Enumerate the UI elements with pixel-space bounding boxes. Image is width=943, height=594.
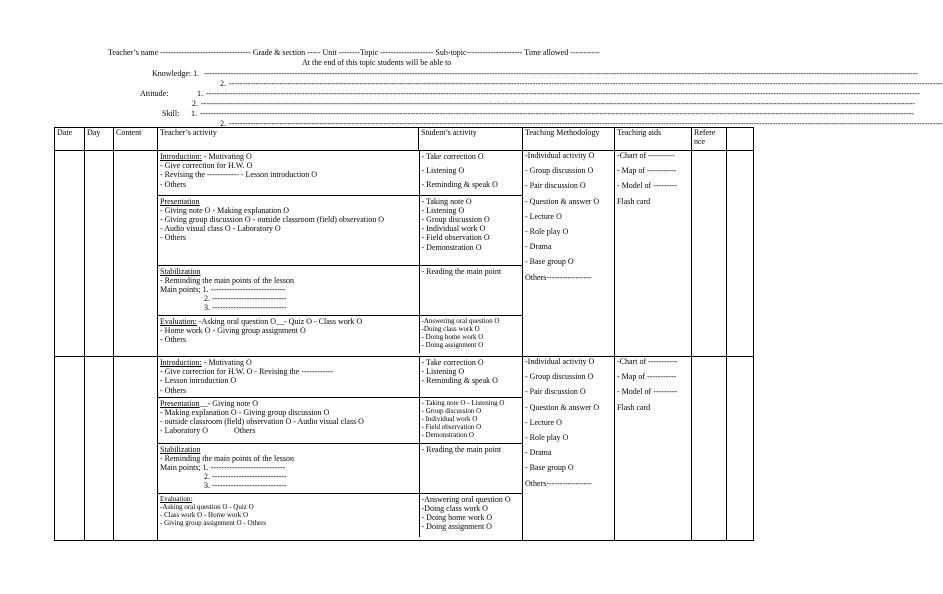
stabilization-title: Stabilization [160, 444, 201, 454]
presentation-teacher [158, 397, 419, 443]
stabilization-line: 2. ---------------------------- [160, 472, 287, 482]
presentation-title: Presentation [160, 398, 200, 408]
content-cell [114, 357, 158, 541]
knowledge-line-1: ---------------------------------------------------------------------------------------------------------------------------------------------------------------------------------------------------------------------------------------------------------------------------- [204, 69, 918, 78]
student-item: - Group discussion O [421, 214, 490, 224]
student-item: - Reading the main point [421, 266, 502, 276]
intro-line: - Others [160, 385, 186, 395]
presentation-line: - Making explanation O - Giving group discussion O [160, 407, 330, 417]
intro-title: Introduction: [160, 358, 202, 367]
skill-line-1: ---------------------------------------------------------------------------------------------------------------------------------------------------------------------------------------------------------------------------------------------------------------------------- [200, 109, 914, 118]
skill-label: Skill: [162, 109, 180, 118]
evaluation-title: Evaluation: [160, 316, 197, 326]
intro-line: - Lesson introduction O [160, 376, 237, 386]
method-item: - Lecture O [525, 211, 562, 221]
aid-item: -Chart of ---------- [617, 151, 675, 160]
evaluation-title: Evaluation: [160, 494, 193, 503]
lesson-plan-table [54, 127, 754, 541]
reference-cell [692, 151, 727, 357]
student-item: - Doing assignment O [421, 340, 484, 349]
stabilization-title: Stabilization [160, 266, 201, 276]
aid-item: - Model of --------- [617, 181, 678, 191]
evaluation-line: - Class work O - Home work O [160, 510, 249, 519]
method-item: - Question & answer O [525, 402, 600, 412]
method-item: - Pair discussion O [525, 387, 586, 397]
method-item: - Base group O [525, 463, 574, 473]
student-item: - Listening O [421, 367, 465, 377]
stabilization-line: 2. ---------------------------- [160, 294, 287, 304]
student-item: -Doing class work O [421, 503, 488, 513]
student-item: - Reading the main point [421, 444, 502, 454]
student-item: - Taking note O [421, 196, 472, 206]
presentation-row [158, 397, 523, 443]
attitude-line-1: ---------------------------------------------------------------------------------------------------------------------------------------------------------------------------------------------------------------------------------------------------------------------------- [206, 89, 920, 98]
intro-title: Introduction: [160, 152, 202, 161]
aids-cell [615, 357, 692, 541]
activity-cells [158, 151, 523, 357]
extra-cell [727, 357, 754, 541]
student-item: - Individual work O [421, 414, 478, 423]
col-content: Content [114, 128, 158, 151]
intro-row [158, 357, 523, 397]
skill-num-2: 2. [220, 119, 226, 128]
lesson-block-1 [55, 151, 754, 357]
student-item: - Reminding & speak O [421, 180, 498, 190]
knowledge-num-2: 2. [220, 79, 226, 88]
presentation-line: - outside classroom (field) observation O - Audio visual class O [160, 416, 364, 426]
evaluation-row [158, 493, 523, 537]
method-item: Others----------------- [525, 272, 592, 282]
student-item: - Take correction O [421, 152, 484, 161]
student-item: - Doing home work O [421, 512, 493, 522]
extra-cell [727, 151, 754, 357]
aid-item: -Chart of ----------- [617, 357, 678, 366]
method-item: -Individual activity O [525, 151, 595, 160]
day-cell [85, 357, 114, 541]
presentation-line: - Giving group discussion O - outside classroom (field) observation O [160, 214, 384, 224]
student-item: -Answering oral question O [421, 316, 500, 325]
stabilization-student [419, 443, 523, 493]
col-teaching-aids: Teaching aids [615, 128, 692, 151]
header-line-2: At the end of this topic students will be able to [302, 58, 452, 67]
stabilization-teacher [158, 265, 419, 315]
aid-item: Flash card [617, 402, 651, 412]
stabilization-line: - Reminding the main points of the lesson [160, 453, 294, 463]
stabilization-line: - Reminding the main points of the lesson [160, 275, 294, 285]
student-item: - Demonstration O [421, 242, 482, 252]
student-item: -Answering oral question O [421, 494, 511, 504]
activity-cells [158, 357, 523, 541]
day-cell [85, 151, 114, 357]
col-day: Day [85, 128, 114, 151]
intro-row [158, 151, 523, 195]
student-item: - Doing home work O [421, 332, 484, 341]
stabilization-line: Main points; 1. ---------------------------- [160, 284, 286, 294]
student-item: - Reminding & speak O [421, 376, 498, 386]
presentation-title-rest: __- Giving note O [199, 398, 258, 408]
student-item: -Doing class work O [421, 324, 480, 333]
intro-line: - Give correction for H.W. O - Revising the ------------ [160, 367, 334, 377]
presentation-title: Presentation [160, 196, 200, 206]
col-student-activity: Student’s activity [419, 128, 523, 151]
presentation-teacher [158, 195, 419, 265]
intro-line: - Others [160, 179, 186, 189]
intro-teacher [158, 151, 419, 195]
intro-teacher [158, 357, 419, 397]
attitude-line-2: ---------------------------------------------------------------------------------------------------------------------------------------------------------------------------------------------------------------------------------------------------------------------------- [201, 99, 915, 108]
method-item: - Drama [525, 242, 552, 252]
knowledge-label: Knowledge: 1. [152, 69, 200, 78]
student-item: - Field observation O [421, 422, 482, 431]
method-item: - Question & answer O [525, 196, 600, 206]
lesson-block-2 [55, 357, 754, 541]
reference-cell [692, 357, 727, 541]
method-item: - Pair discussion O [525, 181, 586, 191]
student-item: - Listening O [421, 166, 465, 176]
skill-num-1: 1. [191, 109, 197, 118]
header-line-1: Teacher’s name ---------------------------------- Grade & section ----- Unit --------Topic -------------------- Sub-topic--------------------- Time allowed ----------- [108, 48, 600, 57]
attitude-num-2: 2. [192, 99, 198, 108]
evaluation-line: - Giving group assignment O - Others [160, 518, 267, 527]
student-item: - Demonstration O [421, 430, 474, 439]
aid-item: Flash card [617, 196, 651, 206]
intro-title-rest: - Motivating O [201, 358, 252, 367]
method-item: - Lecture O [525, 417, 562, 427]
stabilization-line: 3. ---------------------------- [160, 481, 287, 491]
intro-line: - Give correction for H.W. O [160, 161, 253, 171]
stabilization-student [419, 265, 523, 315]
student-item: - Group discussion O [421, 406, 482, 415]
student-item: - Individual work O [421, 224, 486, 234]
intro-line: - Revising the ------------ - Lesson introduction O [160, 170, 318, 180]
stabilization-row [158, 443, 523, 493]
presentation-student [419, 397, 523, 443]
col-teacher-activity: Teacher’s activity [158, 128, 419, 151]
intro-student [419, 357, 523, 397]
evaluation-teacher [158, 315, 419, 353]
student-item: - Field observation O [421, 233, 490, 243]
method-item: - Role play O [525, 227, 569, 237]
knowledge-line-2: ---------------------------------------------------------------------------------------------------------------------------------------------------------------------------------------------------------------------------------------------------------------------------- [229, 79, 943, 88]
evaluation-row [158, 315, 523, 353]
presentation-line: - Laboratory O Others [160, 426, 256, 436]
content-cell [114, 151, 158, 357]
method-item: - Drama [525, 448, 552, 458]
evaluation-line: -Asking oral question O - Quiz O [160, 502, 254, 511]
evaluation-title-rest: -Asking oral question O__- Quiz O - Class work O [196, 316, 363, 326]
col-date: Date [55, 128, 85, 151]
date-cell [55, 357, 85, 541]
presentation-line: - Audio visual class O - Laboratory O [160, 224, 281, 234]
method-item: - Base group O [525, 257, 574, 267]
aid-item: - Model of --------- [617, 387, 678, 397]
evaluation-teacher [158, 493, 419, 537]
evaluation-student [419, 493, 523, 537]
col-teaching-methodology: Teaching Methodology [523, 128, 615, 151]
presentation-line: - Giving note O - Making explanation O [160, 205, 290, 215]
attitude-num-1: 1. [197, 89, 203, 98]
method-item: Others----------------- [525, 478, 592, 488]
presentation-line: - Others [160, 233, 186, 243]
method-item: - Group discussion O [525, 166, 594, 176]
stabilization-line: 3. ---------------------------- [160, 303, 287, 313]
method-item: - Group discussion O [525, 372, 594, 382]
date-cell [55, 151, 85, 357]
student-item: - Take correction O [421, 358, 484, 367]
student-item: - Taking note O - Listening O [421, 398, 505, 407]
student-item: - Listening O [421, 205, 465, 215]
student-item: - Doing assignment O [421, 522, 492, 532]
presentation-student [419, 195, 523, 265]
intro-student [419, 151, 523, 195]
col-extra [727, 128, 754, 151]
skill-line-2: ---------------------------------------------------------------------------------------------------------------------------------------------------------------------------------------------------------------------------------------------------------------------------- [229, 119, 943, 128]
methodology-cell [523, 151, 615, 357]
stabilization-teacher [158, 443, 419, 493]
aid-item: - Map of ----------- [617, 372, 677, 382]
methodology-cell [523, 357, 615, 541]
intro-title-rest: - Motivating O [201, 152, 252, 161]
method-item: -Individual activity O [525, 357, 595, 366]
col-reference: Refere nce [692, 128, 727, 151]
method-item: - Role play O [525, 433, 569, 443]
evaluation-student [419, 315, 523, 353]
presentation-row [158, 195, 523, 265]
stabilization-row [158, 265, 523, 315]
evaluation-line: - Others [160, 334, 186, 344]
evaluation-line: - Home work O - Giving group assignment O [160, 325, 306, 335]
stabilization-line: Main points; 1. ---------------------------- [160, 462, 286, 472]
aids-cell [615, 151, 692, 357]
table-header-row [55, 128, 754, 151]
attitude-label: Attitude: [140, 89, 169, 98]
aid-item: - Map of ----------- [617, 166, 677, 176]
